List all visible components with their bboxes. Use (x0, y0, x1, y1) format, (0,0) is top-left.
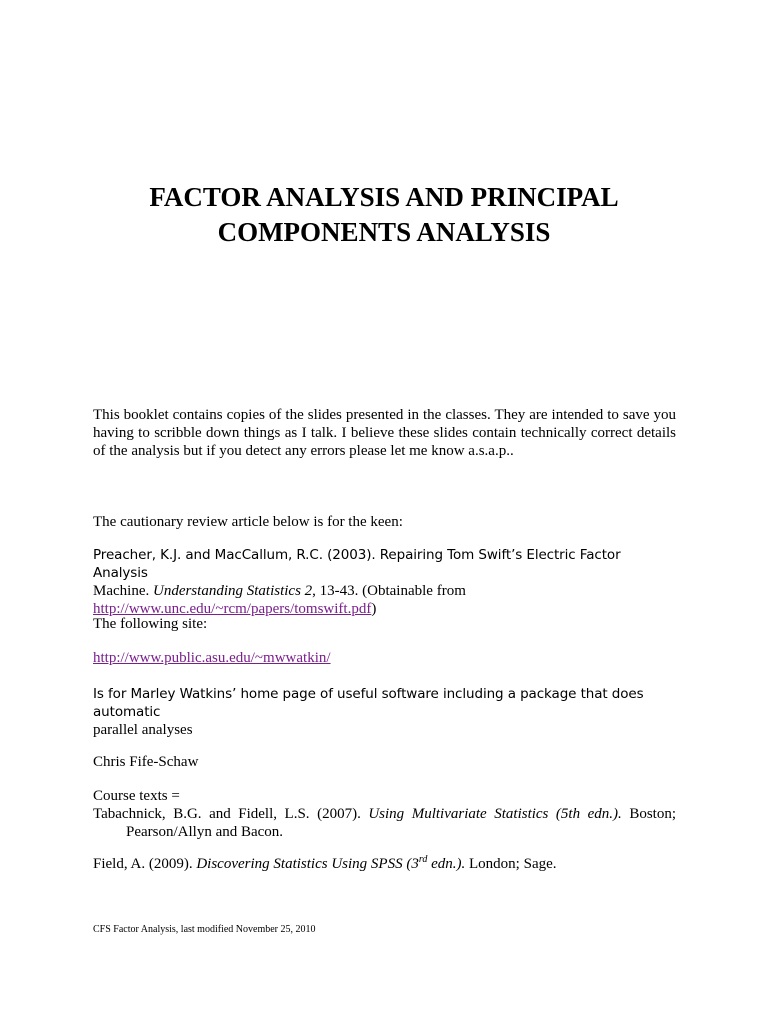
field-edition-superscript: rd (418, 854, 428, 865)
preacher-close: ) (371, 601, 377, 617)
document-title (0, 180, 768, 250)
watkins-link-line (93, 649, 676, 667)
title-line-1: FACTOR ANALYSIS AND PRINCIPAL (149, 182, 619, 212)
preacher-reference (93, 546, 676, 618)
page-footer: CFS Factor Analysis, last modified November 25, 2010 (93, 924, 316, 935)
intro-paragraph: This booklet contains copies of the slides presented in the classes. They are intended to save you having to scribble down things as I talk. I believe these slides contain technically correct details of the analysis but if you detect any errors please let me know a.s.a.p.. (93, 407, 676, 459)
preacher-authors: Preacher, K.J. and MacCallum, R.C. (2003). Repairing Tom Swift’s Electric Factor Analysis (93, 547, 621, 581)
field-book-title: Discovering Statistics Using SPSS (3 (196, 856, 419, 872)
title-line-2: COMPONENTS ANALYSIS (217, 217, 551, 247)
field-book-edition: edn.). (427, 856, 466, 872)
watkins-link[interactable]: http://www.public.asu.edu/~mwwatkin/ (93, 650, 331, 666)
field-authors: Field, A. (2009). (93, 856, 197, 872)
tabachnick-place: Boston; (621, 806, 676, 822)
field-publisher: London; Sage. (465, 856, 557, 872)
following-site-label: The following site: (93, 616, 208, 632)
author-name: Chris Fife-Schaw (93, 754, 199, 770)
field-book (196, 856, 465, 872)
cautionary-line: The cautionary review article below is for the keen: (93, 514, 403, 530)
preacher-journal: Understanding Statistics 2 (152, 583, 313, 599)
preacher-machine: Machine. (93, 583, 153, 599)
tabachnick-line-1 (93, 805, 676, 823)
tabachnick-publisher: Pearson/Allyn and Bacon. (126, 824, 284, 840)
watkins-description (93, 685, 676, 739)
tabachnick-book: Using Multivariate Statistics (5th edn.). (368, 806, 622, 822)
course-texts-label: Course texts = (93, 788, 180, 804)
watkins-desc-line-2: parallel analyses (93, 722, 193, 738)
tabachnick-authors: Tabachnick, B.G. and Fidell, L.S. (2007). (93, 806, 369, 822)
tomswift-link[interactable]: http://www.unc.edu/~rcm/papers/tomswift.pdf (93, 601, 372, 617)
field-reference (93, 855, 676, 873)
course-texts (93, 787, 676, 841)
watkins-desc-line-1: Is for Marley Watkins’ home page of useful software including a package that does automatic (93, 686, 644, 720)
preacher-pages: , 13-43. (Obtainable from (312, 583, 466, 599)
